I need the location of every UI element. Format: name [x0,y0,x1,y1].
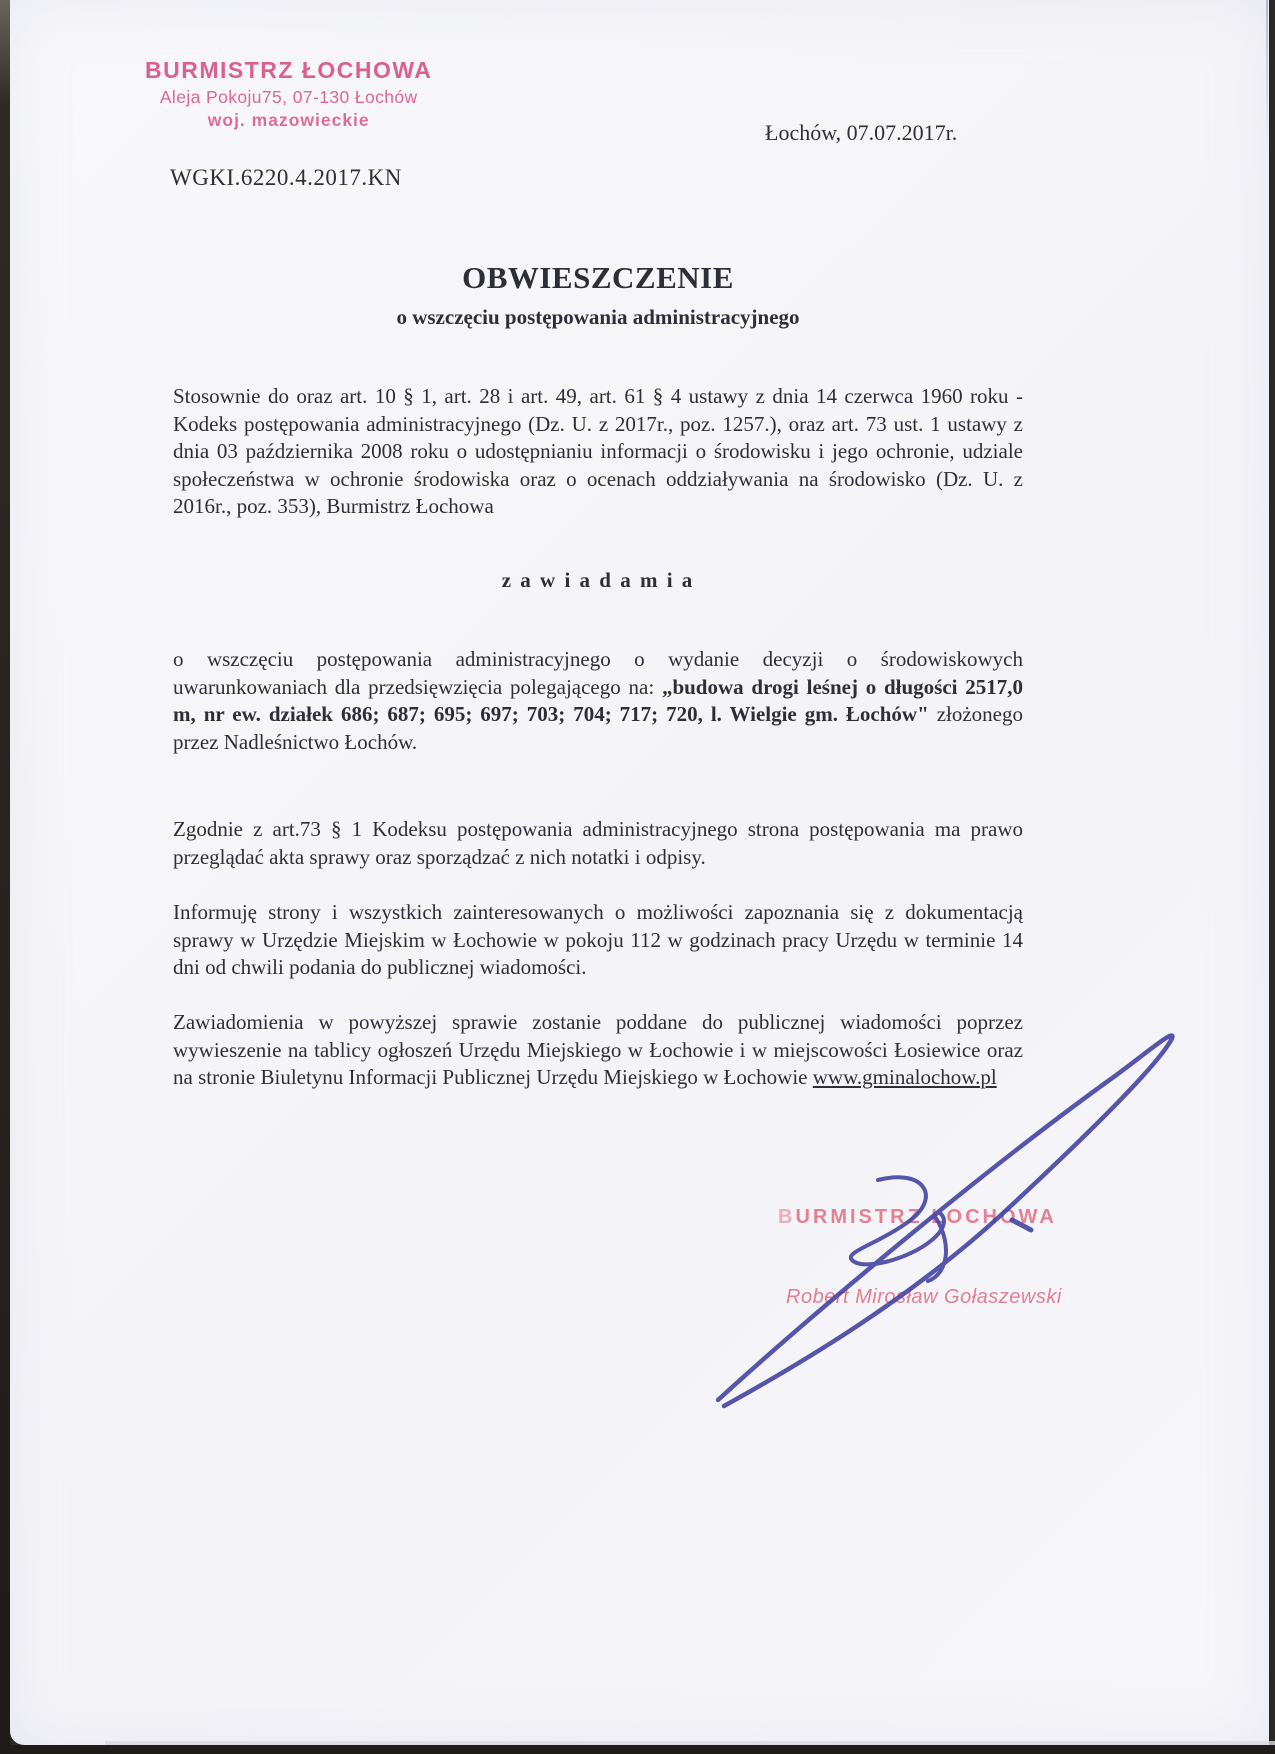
letterhead-region: woj. mazowieckie [207,110,370,130]
scan-edge-right [1266,0,1268,150]
paragraph-publication-text: Zawiadomienia w powyższej sprawie zostanie poddane do publicznej wiadomości poprzez wywieszenie na tablicy ogłoszeń Urzędu Miejskiego w Łochowie i w miejscowości Łosiewice oraz na stronie Biuletynu Informacji Publicznej Urzędu Miejskiego w Łochowie [173,1010,1023,1089]
paragraph-subject-intro: o wszczęciu postępowania administracyjnego o wydanie decyzji o środowiskowych uwarunkowaniach dla przedsięwzięcia polegającego na: [173,647,1023,699]
paragraph-subject-applicant: złożonego przez Nadleśnictwo Łochów. [173,702,1024,754]
paragraph-subject [173,646,1023,756]
paragraph-inspection-info: Informuję strony i wszystkich zainteresowanych o możliwości zapoznania się z dokumentacją sprawy w Urzędzie Miejskim w Łochowie w pokoju 112 w godzinach pracy Urzędu w terminie 14 dni od chwili podania do publicznej wiadomości. [173,900,1023,979]
paper-sheet [10,0,1269,1745]
announce-word: z a w i a d a m i a [501,568,695,592]
document-subtitle: o wszczęciu postępowania administracyjnego [396,305,800,329]
letterhead-address: Aleja Pokoju75, 07-130 Łochów [159,87,418,107]
website-link: www.gminalochow.pl [812,1065,997,1089]
letterhead-org-name: BURMISTRZ ŁOCHOWA [145,57,433,83]
letterhead-stamp [145,57,432,131]
signature-stamp-title: BURMISTRZ ŁOCHOWA [778,1206,1057,1228]
title-block [173,260,1023,330]
case-number: WGKI.6220.4.2017.KN [170,165,402,190]
paragraph-legal-basis: Stosownie do oraz art. 10 § 1, art. 28 i art. 49, art. 61 § 4 ustawy z dnia 14 czerwca 1960 roku - Kodeks postępowania administracyjnego (Dz. U. z 2017r., poz. 1257.), oraz art. 73 ust. 1 ustawy z dnia 03 października 2008 roku o udostępnianiu informacji o środowisku i jego ochronie, udziale społeczeństwa w ochronie środowiska oraz o ocenach oddziaływania na środowisko (Dz. U. z 2016r., poz. 353), Burmistrz Łochowa [173,384,1023,518]
paragraph-rights: Zgodnie z art.73 § 1 Kodeksu postępowania administracyjnego strona postępowania ma prawo przeglądać akta sprawy oraz sporządzać z nich notatki i odpisy. [173,817,1023,869]
signer-name: Robert Mirosław Gołaszewski [786,1286,1062,1308]
scan-edge-left [0,0,10,1754]
project-description: „budowa drogi leśnej o długości 2517,0 m, nr ew. działek 686; 687; 695; 697; 703; 704; 717; 720, l. Wielgie gm. Łochów" [173,674,1024,726]
scan-edge-bottom [0,1745,1275,1754]
paragraph-publication [173,1009,1023,1092]
place-and-date: Łochów, 07.07.2017r. [765,120,958,145]
document-title: OBWIESZCZENIE [462,260,734,295]
